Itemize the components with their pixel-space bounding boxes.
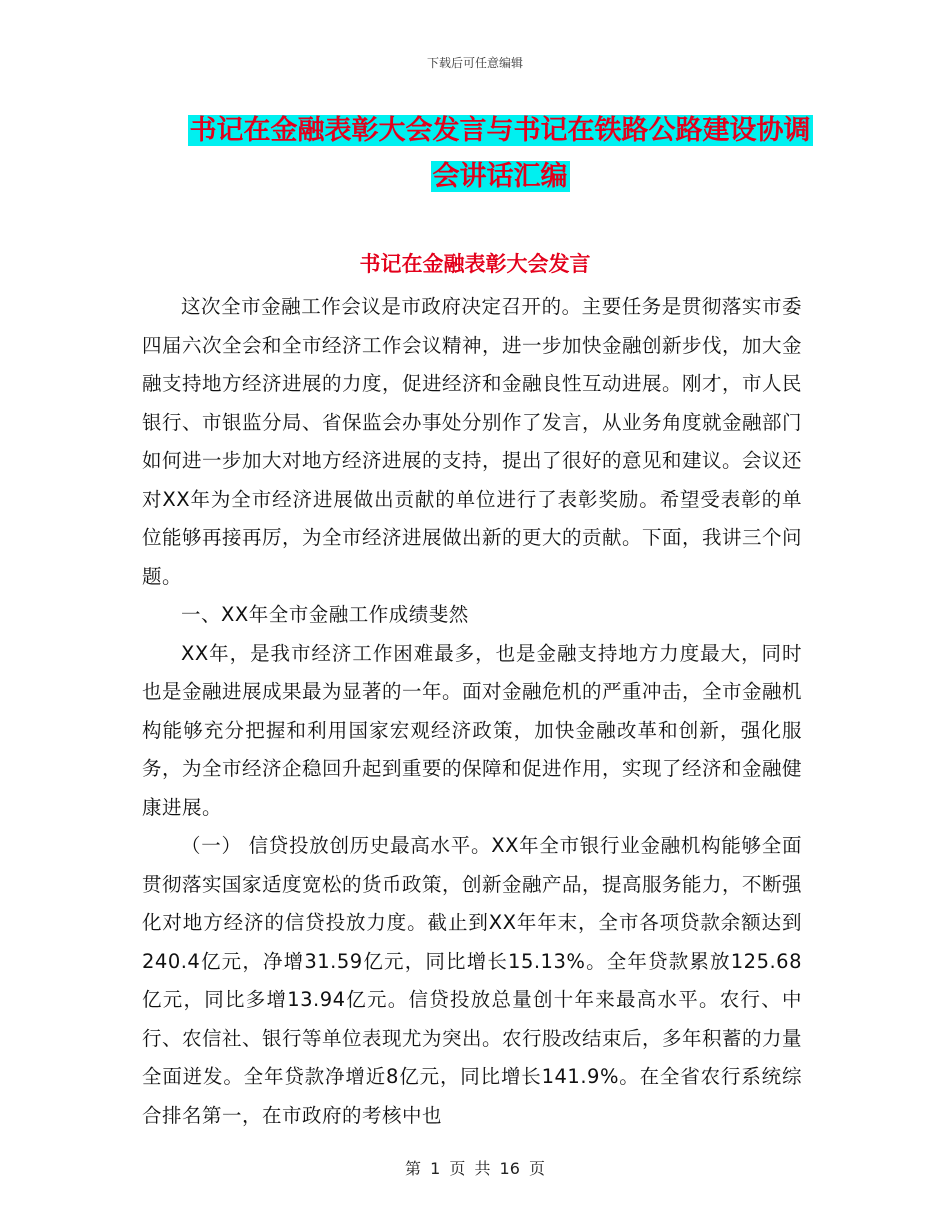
document-title <box>160 108 840 200</box>
paragraph: XX年，是我市经济工作困难最多，也是金融支持地方力度最大，同时也是金融进展成果最为显著的一年。面对金融危机的严重冲击，全市金融机构能够充分把握和利用国家宏观经济政策，加快金融改革和创新，强化服务，为全市经济企稳回升起到重要的保障和促进作用，实现了经济和金融健康进展。 <box>142 641 803 819</box>
document-title-line-1: 书记在金融表彰大会发言与书记在铁路公路建设协调 <box>189 115 811 146</box>
document-title-line-2: 会讲话汇编 <box>432 161 568 192</box>
page-footer: 第 1 页 共 16 页 <box>405 1159 545 1178</box>
paragraph: 这次全市金融工作会议是市政府决定召开的。主要任务是贯彻落实市委四届六次全会和全市经济工作会议精神，进一步加快金融创新步伐，加大金融支持地方经济进展的力度，促进经济和金融良性互动进展。刚才，市人民银行、市银监分局、省保监会办事处分别作了发言，从业务角度就金融部门如何进一步加大对地方经济进展的支持，提出了很好的意见和建议。会议还对XX年为全市经济进展做出贡献的单位进行了表彰奖励。希望受表彰的单位能够再接再厉，为全市经济进展做出新的更大的贡献。下面，我讲三个问题。 <box>142 295 803 588</box>
paragraph-heading: 一、XX年全市金融工作成绩斐然 <box>181 603 469 626</box>
body-text <box>142 288 802 1135</box>
header-note: 下载后可任意编辑 <box>426 56 523 70</box>
section-title: 书记在金融表彰大会发言 <box>359 251 591 276</box>
paragraph: （一） 信贷投放创历史最高水平。XX年全市银行业金融机构能够全面贯彻落实国家适度宽松的货币政策，创新金融产品，提高服务能力，不断强化对地方经济的信贷投放力度。截止到XX年年末，全市各项贷款余额达到240.4亿元，净增31.59亿元，同比增长15.13%。全年贷款累放125.68亿元，同比多增13.94亿元。信贷投放总量创十年来最高水平。农行、中行、农信社、银行等单位表现尤为突出。农行股改结束后，多年积蓄的力量全面迸发。全年贷款净增近8亿元，同比增长141.9%。在全省农行系统综合排名第一，在市政府的考核中也 <box>142 834 803 1127</box>
